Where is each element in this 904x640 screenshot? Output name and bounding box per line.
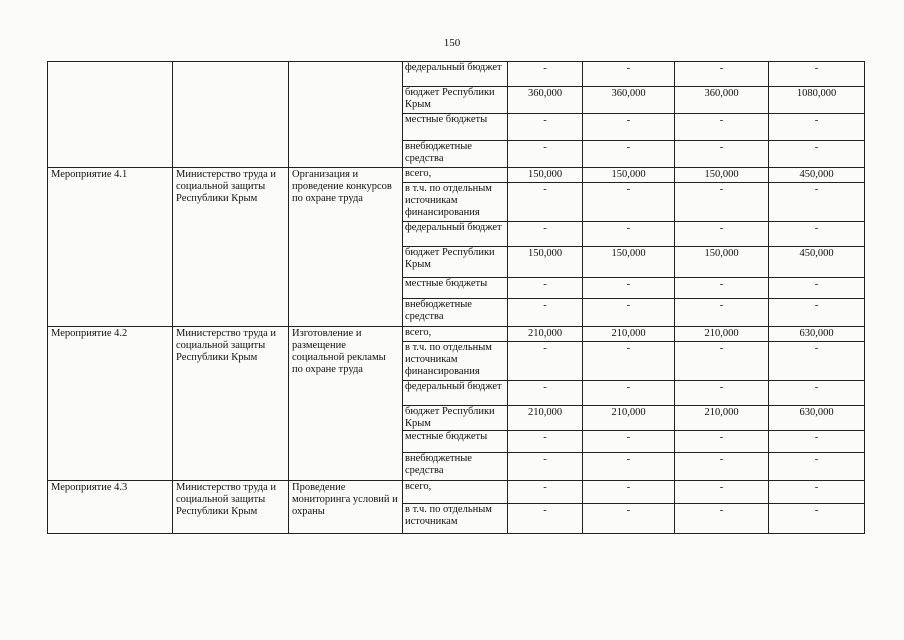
amount-cell: - bbox=[508, 342, 583, 381]
amount-cell: 630,000 bbox=[769, 327, 865, 342]
amount-cell: - bbox=[583, 431, 675, 453]
amount-cell: - bbox=[769, 481, 865, 504]
amount-cell: - bbox=[769, 381, 865, 406]
amount-cell: 150,000 bbox=[583, 247, 675, 278]
amount-cell: - bbox=[583, 183, 675, 222]
amount-cell: - bbox=[769, 222, 865, 247]
amount-cell: - bbox=[769, 278, 865, 299]
amount-cell: - bbox=[675, 299, 769, 327]
funding-source-cell: местные бюджеты bbox=[403, 114, 508, 141]
amount-cell: - bbox=[583, 141, 675, 168]
amount-cell: 210,000 bbox=[583, 327, 675, 342]
amount-cell: - bbox=[508, 62, 583, 87]
amount-cell: 360,000 bbox=[675, 87, 769, 114]
amount-cell: - bbox=[508, 381, 583, 406]
amount-cell: - bbox=[769, 114, 865, 141]
page-number: 150 bbox=[443, 37, 461, 49]
amount-cell: - bbox=[583, 453, 675, 481]
amount-cell: 210,000 bbox=[508, 327, 583, 342]
amount-cell: - bbox=[769, 62, 865, 87]
amount-cell: 210,000 bbox=[583, 406, 675, 431]
amount-cell: - bbox=[769, 453, 865, 481]
measure-cell: Мероприятие 4.2 bbox=[48, 327, 173, 481]
measure-cell bbox=[48, 62, 173, 168]
amount-cell: - bbox=[769, 299, 865, 327]
amount-cell: - bbox=[583, 114, 675, 141]
amount-cell: - bbox=[583, 342, 675, 381]
executor-cell: Министерство труда и социальной защиты Республики Крым bbox=[173, 481, 289, 534]
amount-cell: - bbox=[675, 381, 769, 406]
amount-cell: - bbox=[583, 381, 675, 406]
amount-cell: - bbox=[583, 62, 675, 87]
executor-cell bbox=[173, 62, 289, 168]
amount-cell: - bbox=[675, 183, 769, 222]
amount-cell: - bbox=[508, 481, 583, 504]
executor-cell: Министерство труда и социальной защиты Республики Крым bbox=[173, 168, 289, 327]
amount-cell: - bbox=[583, 504, 675, 534]
funding-source-cell: бюджет Республики Крым bbox=[403, 406, 508, 431]
amount-cell: 630,000 bbox=[769, 406, 865, 431]
funding-source-cell: федеральный бюджет bbox=[403, 381, 508, 406]
amount-cell: - bbox=[769, 141, 865, 168]
table-row bbox=[48, 168, 865, 183]
amount-cell: - bbox=[675, 141, 769, 168]
amount-cell: - bbox=[583, 481, 675, 504]
amount-cell: - bbox=[675, 342, 769, 381]
activity-cell: Организация и проведение конкурсов по охране труда bbox=[289, 168, 403, 327]
amount-cell: 210,000 bbox=[675, 327, 769, 342]
funding-source-cell: в т.ч. по отдельным источникам финансирования bbox=[403, 342, 508, 381]
amount-cell: 210,000 bbox=[508, 406, 583, 431]
amount-cell: - bbox=[508, 431, 583, 453]
amount-cell: - bbox=[675, 222, 769, 247]
amount-cell: 150,000 bbox=[508, 247, 583, 278]
amount-cell: - bbox=[508, 504, 583, 534]
funding-source-cell: внебюджетные средства bbox=[403, 141, 508, 168]
funding-source-cell: внебюджетные средства bbox=[403, 453, 508, 481]
amount-cell: - bbox=[675, 453, 769, 481]
amount-cell: 150,000 bbox=[583, 168, 675, 183]
amount-cell: - bbox=[769, 431, 865, 453]
amount-cell: - bbox=[583, 278, 675, 299]
amount-cell: 450,000 bbox=[769, 168, 865, 183]
amount-cell: - bbox=[508, 114, 583, 141]
amount-cell: - bbox=[583, 222, 675, 247]
funding-source-cell: федеральный бюджет bbox=[403, 222, 508, 247]
amount-cell: - bbox=[675, 62, 769, 87]
funding-source-cell: бюджет Республики Крым bbox=[403, 247, 508, 278]
activity-cell: Изготовление и размещение социальной рекламы по охране труда bbox=[289, 327, 403, 481]
budget-table bbox=[47, 61, 865, 534]
funding-source-cell: всего, bbox=[403, 327, 508, 342]
amount-cell: 150,000 bbox=[675, 168, 769, 183]
amount-cell: - bbox=[675, 481, 769, 504]
table-row bbox=[48, 327, 865, 342]
amount-cell: - bbox=[675, 278, 769, 299]
funding-source-cell: в т.ч. по отдельным источникам финансирования bbox=[403, 183, 508, 222]
funding-source-cell: местные бюджеты bbox=[403, 431, 508, 453]
funding-source-cell: всего, bbox=[403, 481, 508, 504]
amount-cell: - bbox=[769, 504, 865, 534]
funding-source-cell: местные бюджеты bbox=[403, 278, 508, 299]
table-row bbox=[48, 481, 865, 504]
measure-cell: Мероприятие 4.1 bbox=[48, 168, 173, 327]
amount-cell: - bbox=[583, 299, 675, 327]
funding-source-cell: всего, bbox=[403, 168, 508, 183]
amount-cell: - bbox=[675, 504, 769, 534]
amount-cell: - bbox=[675, 431, 769, 453]
amount-cell: - bbox=[769, 342, 865, 381]
amount-cell: - bbox=[769, 183, 865, 222]
amount-cell: - bbox=[508, 141, 583, 168]
amount-cell: 450,000 bbox=[769, 247, 865, 278]
amount-cell: 150,000 bbox=[508, 168, 583, 183]
amount-cell: 1080,000 bbox=[769, 87, 865, 114]
funding-source-cell: в т.ч. по отдельным источникам bbox=[403, 504, 508, 534]
activity-cell bbox=[289, 62, 403, 168]
amount-cell: 360,000 bbox=[508, 87, 583, 114]
table-row bbox=[48, 62, 865, 87]
amount-cell: - bbox=[508, 222, 583, 247]
executor-cell: Министерство труда и социальной защиты Республики Крым bbox=[173, 327, 289, 481]
amount-cell: 150,000 bbox=[675, 247, 769, 278]
funding-source-cell: внебюджетные средства bbox=[403, 299, 508, 327]
amount-cell: - bbox=[508, 453, 583, 481]
funding-source-cell: федеральный бюджет bbox=[403, 62, 508, 87]
amount-cell: 360,000 bbox=[583, 87, 675, 114]
activity-cell: Проведение мониторинга условий и охраны bbox=[289, 481, 403, 534]
funding-source-cell: бюджет Республики Крым bbox=[403, 87, 508, 114]
amount-cell: - bbox=[508, 183, 583, 222]
measure-cell: Мероприятие 4.3 bbox=[48, 481, 173, 534]
amount-cell: - bbox=[508, 278, 583, 299]
amount-cell: - bbox=[675, 114, 769, 141]
amount-cell: - bbox=[508, 299, 583, 327]
amount-cell: 210,000 bbox=[675, 406, 769, 431]
